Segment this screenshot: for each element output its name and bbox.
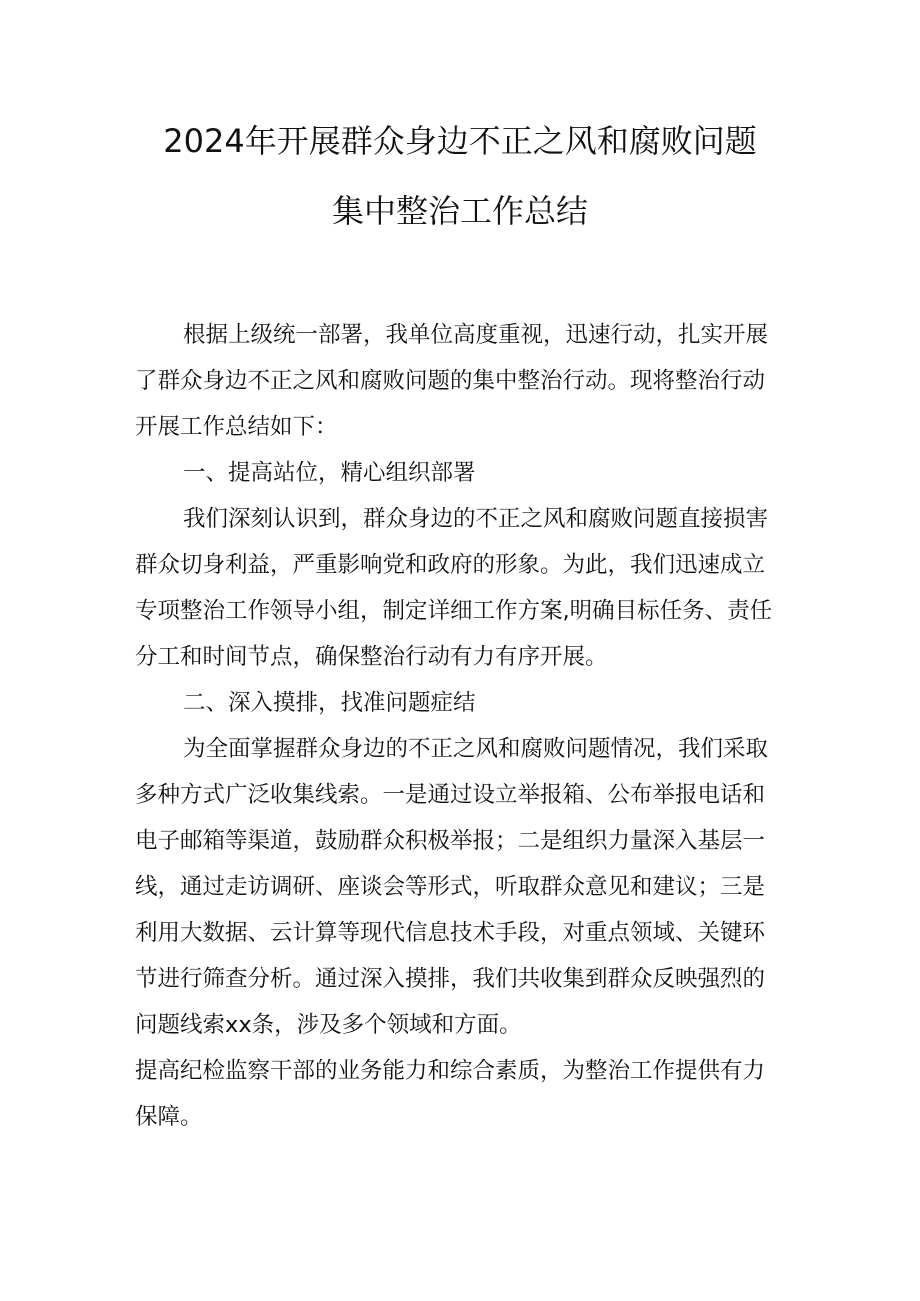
document-body	[135, 312, 795, 1140]
text-line: 保障。	[135, 1104, 203, 1130]
text-line: 我们深刻认识到，群众身边的不正之风和腐败问题直接损害	[183, 506, 769, 532]
title-line-2: 集中整治工作总结	[331, 192, 588, 230]
text-line: 根据上级统一部署，我单位高度重视，迅速行动，扎实开展	[183, 322, 769, 348]
text-line: 问题线索xx条，涉及多个领域和方面。	[135, 1012, 522, 1038]
text-line: 为全面掌握群众身边的不正之风和腐败问题情况，我们采取	[183, 736, 769, 762]
text-line: 线，通过走访调研、座谈会等形式，听取群众意见和建议；三是	[135, 874, 766, 900]
text-line: 一、提高站位，精心组织部署	[183, 460, 476, 486]
text-line: 群众切身利益，严重影响党和政府的形象。为此，我们迅速成立	[135, 552, 766, 578]
text-line: 了群众身边不正之风和腐败问题的集中整治行动。现将整治行动	[135, 368, 766, 394]
paragraph-intro	[135, 312, 795, 450]
title-line-1: 2024年开展群众身边不正之风和腐败问题	[163, 122, 757, 160]
section-heading-2	[135, 680, 795, 726]
paragraph-closing	[135, 1048, 795, 1140]
text-line: 利用大数据、云计算等现代信息技术手段，对重点领域、关键环	[135, 920, 766, 946]
text-line: 专项整治工作领导小组，制定详细工作方案,明确目标任务、责任	[135, 598, 773, 624]
document-title	[0, 122, 920, 230]
section-heading-1	[135, 450, 795, 496]
paragraph-section-2	[135, 726, 795, 1048]
paragraph-section-1	[135, 496, 795, 680]
text-line: 提高纪检监察干部的业务能力和综合素质，为整治工作提供有力	[135, 1058, 766, 1084]
text-line: 节进行筛查分析。通过深入摸排，我们共收集到群众反映强烈的	[135, 966, 766, 992]
text-line: 二、深入摸排，找准问题症结	[183, 690, 476, 716]
text-line: 电子邮箱等渠道，鼓励群众积极举报；二是组织力量深入基层一	[135, 828, 766, 854]
text-line: 多种方式广泛收集线索。一是通过设立举报箱、公布举报电话和	[135, 782, 766, 808]
text-line: 开展工作总结如下：	[135, 414, 338, 440]
text-line: 分工和时间节点，确保整治行动有力有序开展。	[135, 644, 608, 670]
